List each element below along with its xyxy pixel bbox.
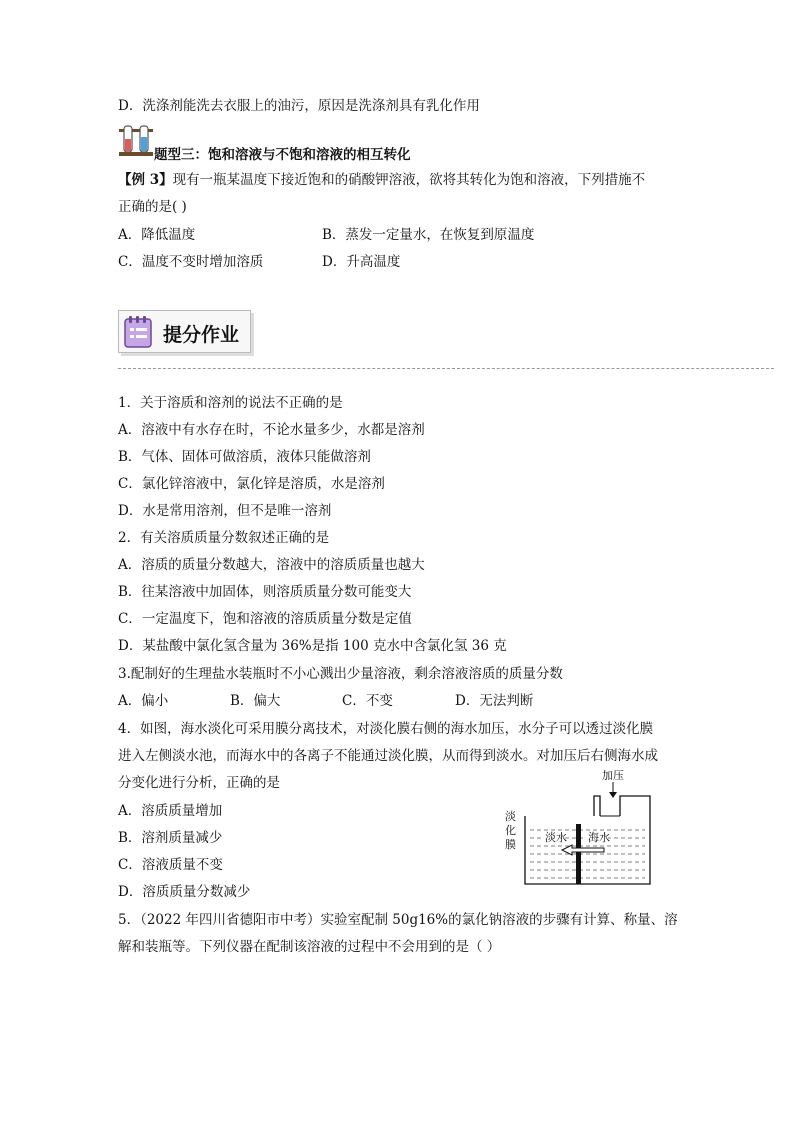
- prev-option-d: D．洗涤剂能洗去衣服上的油污，原因是洗涤剂具有乳化作用: [118, 98, 480, 114]
- q1-option-b: B．气体、固体可做溶质，液体只能做溶剂: [118, 449, 371, 465]
- freshwater-label: 淡水: [545, 831, 567, 844]
- example-3-label: 【例 3】: [118, 172, 173, 188]
- q2-stem: 2．有关溶质质量分数叙述正确的是: [118, 530, 330, 546]
- q4-line-1: 4．如图，海水淡化可采用膜分离技术，对淡化膜右侧的海水加压，水分子可以透过淡化膜: [118, 721, 654, 737]
- q1-option-d: D．水是常用溶剂，但不是唯一溶剂: [118, 503, 332, 519]
- section-divider: [118, 368, 774, 369]
- notebook-icon: [123, 315, 155, 349]
- seawater-label: 海水: [588, 831, 610, 844]
- q4-line-3: 分变化进行分析，正确的是: [118, 775, 280, 791]
- example-3-option-a: A．降低温度: [118, 227, 196, 243]
- q1-option-a: A．溶液中有水存在时，不论水量多少，水都是溶剂: [118, 422, 425, 438]
- membrane-label-1: 淡: [505, 810, 516, 823]
- q4-option-c: C．溶液质量不变: [118, 857, 223, 873]
- pressure-label: 加压: [602, 769, 624, 782]
- q1-option-c: C．氯化锌溶液中，氯化锌是溶质，水是溶剂: [118, 476, 385, 492]
- q4-option-d: D．溶质质量分数减少: [118, 884, 251, 900]
- q2-option-d: D．某盐酸中氯化氢含量为 36%是指 100 克水中含氯化氢 36 克: [118, 638, 507, 654]
- example-3-option-d: D．升高温度: [322, 254, 401, 270]
- homework-title: 提分作业: [163, 324, 240, 346]
- q5-line-1: 5．（2022 年四川省德阳市中考）实验室配制 50g16%的氯化钠溶液的步骤有计算、称量、溶: [118, 912, 678, 928]
- homework-badge: [118, 310, 251, 353]
- q2-option-a: A．溶质的质量分数越大，溶液中的溶质质量也越大: [118, 557, 425, 573]
- section-3-title: 题型三：饱和溶液与不饱和溶液的相互转化: [154, 147, 411, 163]
- q3-option-a: A．偏小: [118, 693, 169, 709]
- example-3-line-2: 正确的是( ): [118, 199, 187, 215]
- q5-line-2: 解和装瓶等。下列仪器在配制该溶液的过程中不会用到的是（ ）: [118, 939, 501, 955]
- test-tubes-icon: [118, 125, 154, 157]
- q4-option-b: B．溶剂质量减少: [118, 830, 223, 846]
- example-3-option-b: B．蒸发一定量水，在恢复到原温度: [322, 227, 535, 243]
- q3-option-b: B．偏大: [230, 693, 281, 709]
- desalination-diagram: [500, 768, 660, 888]
- membrane-label-3: 膜: [505, 838, 516, 851]
- q3-option-d: D．无法判断: [455, 693, 534, 709]
- example-3-option-c: C．温度不变时增加溶质: [118, 254, 264, 270]
- q3-option-c: C．不变: [342, 693, 393, 709]
- membrane-label-2: 化: [505, 824, 516, 837]
- q2-option-c: C．一定温度下，饱和溶液的溶质质量分数是定值: [118, 611, 412, 627]
- example-3-line-1: [118, 170, 645, 190]
- example-3-text-1: 现有一瓶某温度下接近饱和的硝酸钾溶液，欲将其转化为饱和溶液，下列措施不: [172, 172, 646, 188]
- q1-stem: 1．关于溶质和溶剂的说法不正确的是: [118, 395, 343, 411]
- q4-option-a: A．溶质质量增加: [118, 803, 223, 819]
- q2-option-b: B．往某溶液中加固体，则溶质质量分数可能变大: [118, 584, 412, 600]
- q4-line-2: 进入左侧淡水池，而海水中的各离子不能通过淡化膜，从而得到淡水。对加压后右侧海水成: [118, 748, 658, 764]
- q3-stem: 3.配制好的生理盐水装瓶时不小心溅出少量溶液，剩余溶液溶质的质量分数: [118, 666, 563, 682]
